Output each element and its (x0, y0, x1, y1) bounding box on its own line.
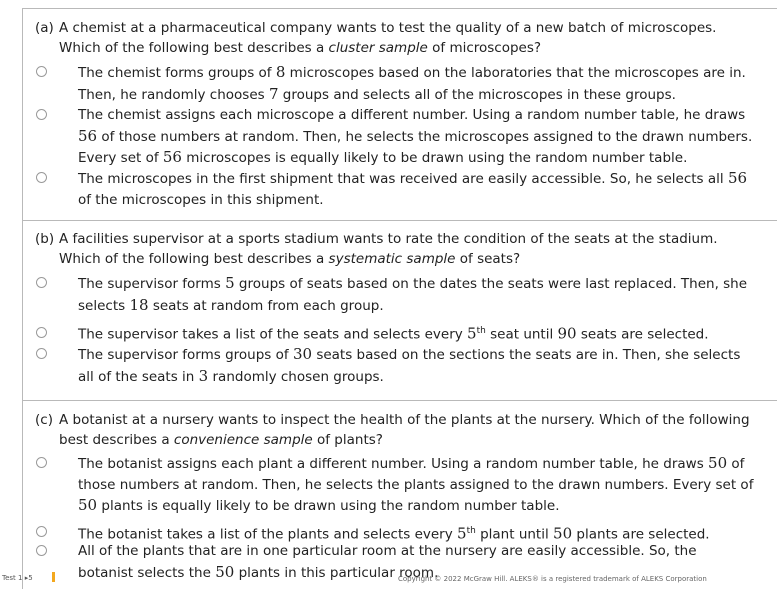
prompt-term: cluster sample (328, 40, 428, 56)
prompt-text: of plants? (312, 432, 383, 448)
option-c-1[interactable]: The botanist assigns each plant a different number. Using a random number table, he draws 50 of those numbers at random. Then, he selects the plants assigned to the drawn numbers. Every set of 50 plants is equally likely to be drawn using the random number table. (78, 454, 754, 514)
progress-marker (52, 572, 55, 582)
question-label: (a) (35, 20, 54, 36)
radio-b-1[interactable] (36, 277, 47, 288)
radio-a-2[interactable] (36, 109, 47, 120)
radio-a-1[interactable] (36, 66, 47, 77)
prompt-text: A botanist at a nursery wants to inspect the health of the plants at the nursery. Which of the following best describes a (59, 412, 750, 448)
option-a-3[interactable]: The microscopes in the first shipment that was received are easily accessible. So, he selects all 56 of the microscopes in this shipment. (78, 169, 748, 208)
radio-c-2[interactable] (36, 526, 47, 537)
option-b-2[interactable]: The supervisor takes a list of the seats and selects every 5th seat until 90 seats are selected. (78, 324, 709, 343)
section-divider (23, 220, 777, 221)
prompt-text: of seats? (455, 251, 521, 267)
option-b-3[interactable]: The supervisor forms groups of 30 seats based on the sections the seats are in. Then, she selects all of the seats in 3 randomly chosen groups. (78, 345, 741, 385)
prompt-text: of microscopes? (427, 40, 542, 56)
option-c-3[interactable]: All of the plants that are in one particular room at the nursery are easily accessible. So, the botanist selects the 50 plants in this particular room. (78, 543, 697, 581)
option-b-1[interactable]: The supervisor forms 5 groups of seats based on the dates the seats were last replaced. Then, she selects 18 seats at random from each group. (78, 274, 748, 314)
radio-c-1[interactable] (36, 457, 47, 468)
radio-a-3[interactable] (36, 172, 47, 183)
prompt-term: systematic sample (328, 251, 456, 267)
option-a-1[interactable]: The chemist forms groups of 8 microscopes based on the laboratories that the microscopes are in. Then, he randomly chooses 7 groups and selects all of the microscopes in these groups. (78, 63, 746, 103)
prompt-text: A facilities supervisor at a sports stadium wants to rate the condition of the seats at the stadium. Which of the following best describes a (59, 231, 718, 267)
question-label: (b) (35, 231, 55, 247)
section-divider (23, 400, 777, 401)
option-a-2[interactable]: The chemist assigns each microscope a different number. Using a random number table, he draws 56 of those numbers at random. Then, he selects the microscopes assigned to the drawn numbers. Every set of 56 microscopes is equally likely to be drawn using the random number table. (78, 107, 753, 166)
prompt-term: convenience sample (173, 432, 313, 448)
radio-b-3[interactable] (36, 348, 47, 359)
radio-c-3[interactable] (36, 545, 47, 556)
option-c-2[interactable]: The botanist takes a list of the plants and selects every 5th plant until 50 plants are selected. (78, 524, 710, 543)
test-indicator[interactable]: Test 1 ▸5 (2, 574, 33, 582)
radio-b-2[interactable] (36, 327, 47, 338)
copyright-text: Copyright © 2022 McGraw Hill. ALEKS® is a registered trademark of ALEKS Corporation (398, 575, 707, 583)
question-label: (c) (35, 412, 53, 428)
prompt-text: A chemist at a pharmaceutical company wants to test the quality of a new batch of microscopes. Which of the following best describes a (59, 20, 717, 56)
